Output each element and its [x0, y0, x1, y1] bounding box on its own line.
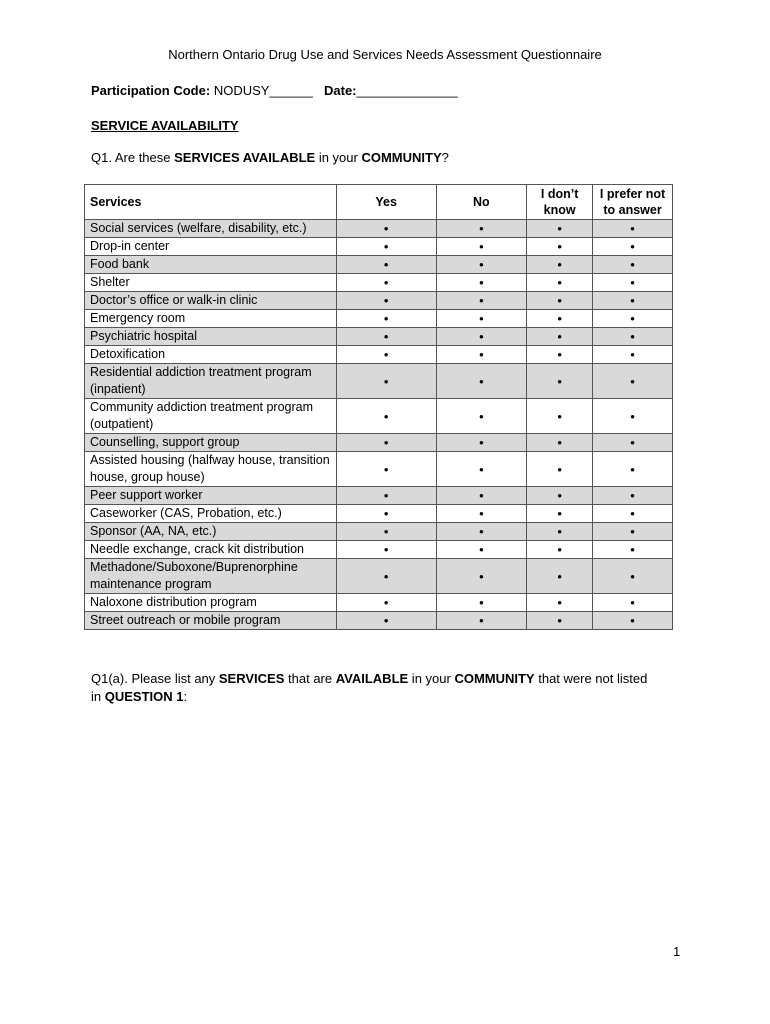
option-yes-bullet[interactable]: • — [336, 328, 436, 346]
option-dont-know-bullet[interactable]: • — [527, 523, 593, 541]
option-yes-bullet[interactable]: • — [336, 559, 436, 594]
option-yes-bullet[interactable]: • — [336, 612, 436, 630]
option-prefer-not-bullet[interactable]: • — [593, 434, 673, 452]
option-prefer-not-bullet[interactable]: • — [593, 364, 673, 399]
option-no-bullet[interactable]: • — [436, 594, 527, 612]
option-yes-bullet[interactable]: • — [336, 256, 436, 274]
option-yes-bullet[interactable]: • — [336, 399, 436, 434]
option-prefer-not-bullet[interactable]: • — [593, 292, 673, 310]
table-row — [85, 452, 673, 487]
date-field — [324, 83, 458, 98]
option-no-bullet[interactable]: • — [436, 328, 527, 346]
table-row — [85, 220, 673, 238]
option-yes-bullet[interactable]: • — [336, 487, 436, 505]
service-name: Methadone/Suboxone/Buprenorphine maintenance program — [85, 559, 337, 594]
option-no-bullet[interactable]: • — [436, 292, 527, 310]
option-prefer-not-bullet[interactable]: • — [593, 505, 673, 523]
option-prefer-not-bullet[interactable]: • — [593, 523, 673, 541]
option-dont-know-bullet[interactable]: • — [527, 220, 593, 238]
table-row — [85, 399, 673, 434]
option-dont-know-bullet[interactable]: • — [527, 541, 593, 559]
option-dont-know-bullet[interactable]: • — [527, 594, 593, 612]
service-name: Caseworker (CAS, Probation, etc.) — [85, 505, 337, 523]
q1a-bold: SERVICES — [218, 671, 285, 686]
option-no-bullet[interactable]: • — [436, 364, 527, 399]
service-name: Assisted housing (halfway house, transition house, group house) — [85, 452, 337, 487]
option-dont-know-bullet[interactable]: • — [527, 292, 593, 310]
table-row — [85, 256, 673, 274]
q1a-text: : — [183, 689, 188, 704]
service-name: Food bank — [85, 256, 337, 274]
table-row — [85, 594, 673, 612]
participation-line — [91, 83, 458, 98]
date-value: ______________ — [356, 83, 458, 98]
option-no-bullet[interactable]: • — [436, 505, 527, 523]
option-dont-know-bullet[interactable]: • — [527, 238, 593, 256]
option-no-bullet[interactable]: • — [436, 274, 527, 292]
option-yes-bullet[interactable]: • — [336, 434, 436, 452]
table-row — [85, 505, 673, 523]
option-prefer-not-bullet[interactable]: • — [593, 220, 673, 238]
option-no-bullet[interactable]: • — [436, 399, 527, 434]
q1a-text: that were not listed in — [91, 671, 648, 704]
table-row — [85, 292, 673, 310]
q1a-text: Q1(a). Please list any — [91, 671, 219, 686]
option-prefer-not-bullet[interactable]: • — [593, 238, 673, 256]
option-no-bullet[interactable]: • — [436, 612, 527, 630]
option-dont-know-bullet[interactable]: • — [527, 256, 593, 274]
q1a-bold: AVAILABLE — [335, 671, 409, 686]
table-row — [85, 541, 673, 559]
option-yes-bullet[interactable]: • — [336, 220, 436, 238]
table-row — [85, 364, 673, 399]
option-no-bullet[interactable]: • — [436, 238, 527, 256]
q1-text: ? — [441, 150, 449, 165]
service-name: Emergency room — [85, 310, 337, 328]
option-yes-bullet[interactable]: • — [336, 452, 436, 487]
option-dont-know-bullet[interactable]: • — [527, 364, 593, 399]
table-row — [85, 310, 673, 328]
option-no-bullet[interactable]: • — [436, 487, 527, 505]
option-prefer-not-bullet[interactable]: • — [593, 594, 673, 612]
participation-code-value: NODUSY______ — [213, 83, 313, 98]
option-yes-bullet[interactable]: • — [336, 541, 436, 559]
service-name: Street outreach or mobile program — [85, 612, 337, 630]
service-name: Social services (welfare, disability, etc.) — [85, 220, 337, 238]
option-prefer-not-bullet[interactable]: • — [593, 274, 673, 292]
table-row — [85, 523, 673, 541]
option-prefer-not-bullet[interactable]: • — [593, 328, 673, 346]
option-yes-bullet[interactable]: • — [336, 310, 436, 328]
q1-bold-services: SERVICES AVAILABLE — [174, 150, 316, 165]
option-prefer-not-bullet[interactable]: • — [593, 346, 673, 364]
q1a-bold: QUESTION 1 — [104, 689, 184, 704]
option-yes-bullet[interactable]: • — [336, 505, 436, 523]
option-dont-know-bullet[interactable]: • — [527, 434, 593, 452]
q1-text: Q1. Are these — [91, 150, 175, 165]
option-dont-know-bullet[interactable]: • — [527, 452, 593, 487]
option-dont-know-bullet[interactable]: • — [527, 310, 593, 328]
date-label: Date: — [324, 83, 357, 98]
option-yes-bullet[interactable]: • — [336, 274, 436, 292]
option-yes-bullet[interactable]: • — [336, 594, 436, 612]
q1-bold-community: COMMUNITY — [361, 150, 442, 165]
service-name: Sponsor (AA, NA, etc.) — [85, 523, 337, 541]
question-1a — [91, 670, 651, 706]
services-table — [84, 184, 673, 630]
option-prefer-not-bullet[interactable]: • — [593, 399, 673, 434]
option-no-bullet[interactable]: • — [436, 452, 527, 487]
service-name: Naloxone distribution program — [85, 594, 337, 612]
option-dont-know-bullet[interactable]: • — [527, 399, 593, 434]
option-no-bullet[interactable]: • — [436, 434, 527, 452]
option-yes-bullet[interactable]: • — [336, 238, 436, 256]
table-row — [85, 612, 673, 630]
table-row — [85, 328, 673, 346]
page-number: 1 — [673, 944, 681, 959]
service-name: Community addiction treatment program (outpatient) — [85, 399, 337, 434]
option-no-bullet[interactable]: • — [436, 346, 527, 364]
option-yes-bullet[interactable]: • — [336, 523, 436, 541]
header-yes: Yes — [336, 185, 436, 220]
header-no: No — [436, 185, 527, 220]
option-prefer-not-bullet[interactable]: • — [593, 541, 673, 559]
q1-text: in your — [315, 150, 362, 165]
option-dont-know-bullet[interactable]: • — [527, 487, 593, 505]
document-title: Northern Ontario Drug Use and Services Needs Assessment Questionnaire — [168, 47, 602, 62]
table-row — [85, 559, 673, 594]
option-prefer-not-bullet[interactable]: • — [593, 452, 673, 487]
header-services: Services — [85, 185, 337, 220]
option-dont-know-bullet[interactable]: • — [527, 328, 593, 346]
question-1 — [91, 150, 449, 165]
table-row — [85, 274, 673, 292]
option-no-bullet[interactable]: • — [436, 541, 527, 559]
option-yes-bullet[interactable]: • — [336, 364, 436, 399]
option-no-bullet[interactable]: • — [436, 310, 527, 328]
participation-code-label: Participation Code: — [91, 83, 211, 98]
service-name: Peer support worker — [85, 487, 337, 505]
option-no-bullet[interactable]: • — [436, 559, 527, 594]
header-prefer-not: I prefer not to answer — [593, 185, 673, 220]
header-dont-know: I don’t know — [527, 185, 593, 220]
table-row — [85, 434, 673, 452]
service-name: Counselling, support group — [85, 434, 337, 452]
option-dont-know-bullet[interactable]: • — [527, 559, 593, 594]
q1a-text: in your — [408, 671, 455, 686]
option-prefer-not-bullet[interactable]: • — [593, 612, 673, 630]
service-name: Psychiatric hospital — [85, 328, 337, 346]
table-row — [85, 238, 673, 256]
option-no-bullet[interactable]: • — [436, 256, 527, 274]
option-dont-know-bullet[interactable]: • — [527, 346, 593, 364]
q1a-text: that are — [284, 671, 336, 686]
option-dont-know-bullet[interactable]: • — [527, 505, 593, 523]
service-name: Residential addiction treatment program (inpatient) — [85, 364, 337, 399]
option-yes-bullet[interactable]: • — [336, 292, 436, 310]
service-name: Needle exchange, crack kit distribution — [85, 541, 337, 559]
option-prefer-not-bullet[interactable]: • — [593, 256, 673, 274]
service-name: Doctor’s office or walk-in clinic — [85, 292, 337, 310]
option-yes-bullet[interactable]: • — [336, 346, 436, 364]
section-heading: SERVICE AVAILABILITY — [91, 118, 239, 133]
option-prefer-not-bullet[interactable]: • — [593, 310, 673, 328]
option-dont-know-bullet[interactable]: • — [527, 612, 593, 630]
option-no-bullet[interactable]: • — [436, 523, 527, 541]
option-dont-know-bullet[interactable]: • — [527, 274, 593, 292]
table-row — [85, 346, 673, 364]
service-name: Shelter — [85, 274, 337, 292]
service-name: Detoxification — [85, 346, 337, 364]
option-prefer-not-bullet[interactable]: • — [593, 559, 673, 594]
service-name: Drop-in center — [85, 238, 337, 256]
q1a-bold: COMMUNITY — [454, 671, 535, 686]
option-prefer-not-bullet[interactable]: • — [593, 487, 673, 505]
table-header-row — [85, 185, 673, 220]
option-no-bullet[interactable]: • — [436, 220, 527, 238]
table-row — [85, 487, 673, 505]
